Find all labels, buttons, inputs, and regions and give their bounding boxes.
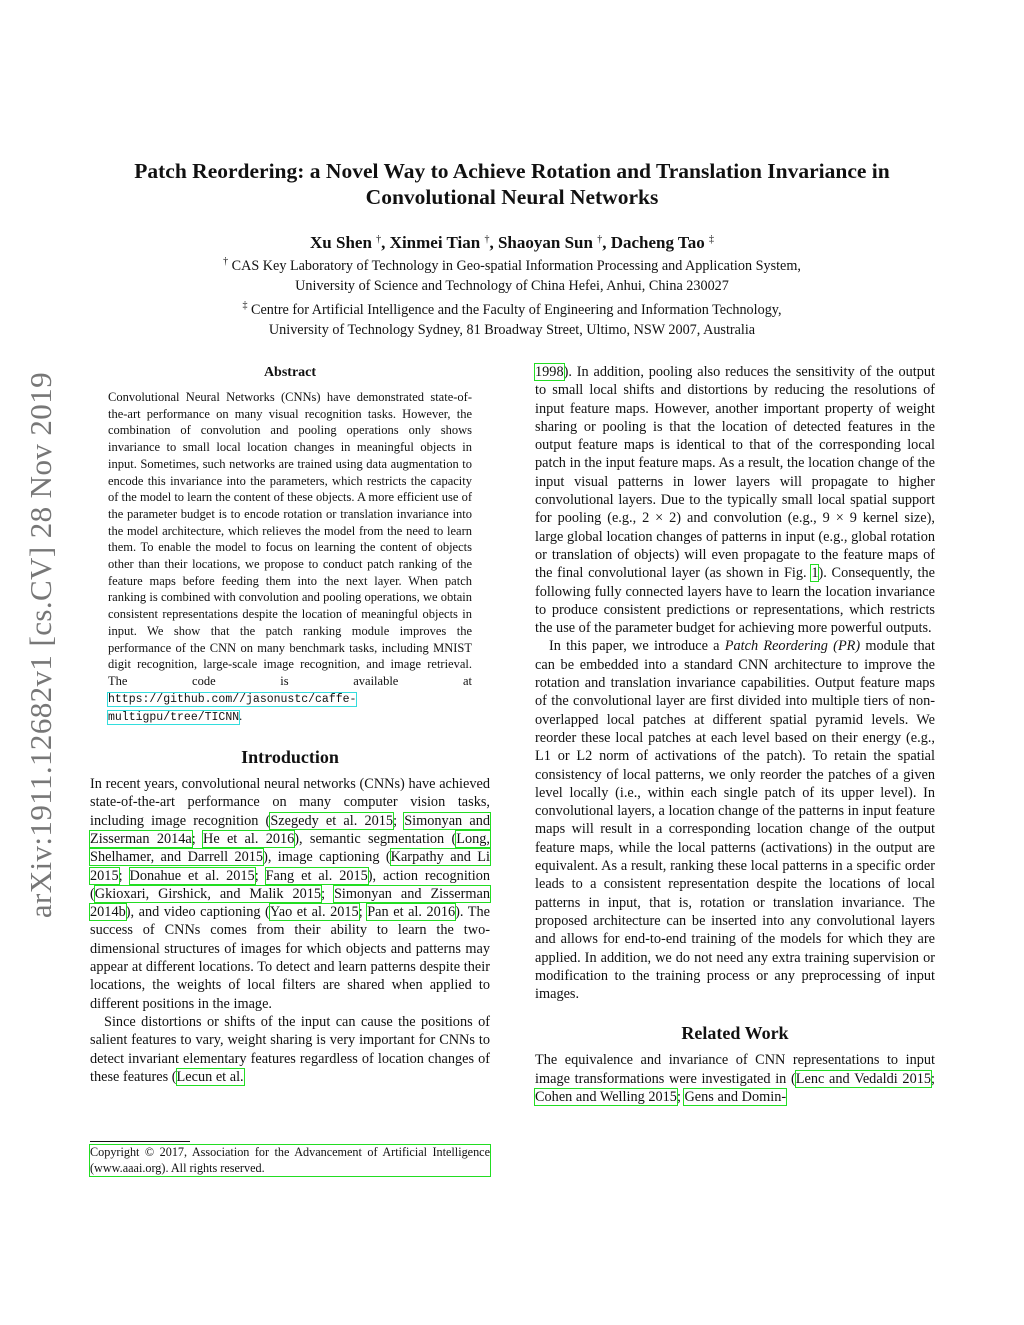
citation-link[interactable]: 1 <box>811 565 819 582</box>
body-text-run: ), image captioning ( <box>263 849 391 866</box>
citation-link[interactable]: Lecun et al. <box>176 1068 244 1085</box>
body-text-run: ; <box>118 867 130 884</box>
citation-link[interactable]: Gens and Domin- <box>684 1088 787 1105</box>
citation-link[interactable]: Fang et al. 2015 <box>265 867 368 884</box>
abstract-end: . <box>239 709 243 724</box>
body-text-run: ; <box>191 830 204 847</box>
affiliations <box>80 252 944 340</box>
author-name: Xu Shen <box>310 233 372 252</box>
paragraph <box>535 637 935 1003</box>
section-heading-related-work: Related Work <box>681 1023 789 1044</box>
affiliation-line: University of Science and Technology of China Hefei, Anhui, China 230027 <box>295 277 729 294</box>
section-heading-introduction: Introduction <box>241 747 339 768</box>
body-text-run: ; <box>358 904 368 921</box>
introduction-body-continued <box>535 363 935 1003</box>
citation-link[interactable]: Szegedy et al. 2015 <box>270 812 394 829</box>
affiliation-line: University of Technology Sydney, 81 Broadway Street, Ultimo, NSW 2007, Australia <box>268 321 756 338</box>
body-text-run: In recent years, convolutional neural networks (CNNs) have achieved state-of-the-art performance on many computer vision tasks, including image recognition ( <box>90 776 490 829</box>
paragraph <box>90 775 490 1013</box>
citation-link[interactable]: 1998 <box>535 364 564 380</box>
body-text-run: ; <box>393 812 405 829</box>
body-text-run: ; <box>931 1070 936 1087</box>
body-text-run: In this paper, we introduce a <box>549 638 725 655</box>
abstract <box>108 363 472 727</box>
paragraph <box>90 1013 490 1086</box>
paragraph <box>535 363 935 637</box>
affiliation-line: CAS Key Laboratory of Technology in Geo-spatial Information Processing and Application System, <box>231 258 801 274</box>
body-text-run: module that can be embedded into a standard CNN architecture to improve the rotation and translation invariance capabilities. Output feature maps of the convolutional layer are first divided into multiple tiers of non-overlapped local patches at different spatial pyramid levels. We reorder these local patches at each level based on their energy (e.g., L1 or L2 norm of activations of the patch). To retain the spatial consistency of local patterns, we only reorder the patches of a given level locally (i.e., within each single patch of its upper level). In convolutional layers, a location change of the patterns in input feature maps will result in a corresponding location change of the output feature maps, while the local patterns (activations) in the output are equivalent. As a result, ranking these local patterns in a specific order leads to a consistent representation despite the locations of local patterns in input, that is, rotation or translation invariance. The proposed architecture can be inserted into any convolutional layers and allows for end-to-end training of the models for which they are applied. In addition, we do not need any extra training supervision or modification to the training process or any preprocessing of input images. <box>535 638 935 1003</box>
author-list: Xu Shen †, Xinmei Tian †, Shaoyan Sun †, Dacheng Tao ‡ <box>310 233 714 252</box>
footnote-rule <box>90 1141 190 1142</box>
affiliation-2 <box>80 296 944 321</box>
body-text-run: ; <box>676 1088 685 1105</box>
body-text-run: ; <box>321 885 334 902</box>
left-column <box>90 363 490 1086</box>
citation-link[interactable]: Long, Shelhamer, and Darrell 2015 <box>90 830 491 866</box>
related-work-body <box>535 1051 935 1106</box>
affiliation-1 <box>80 252 944 277</box>
code-link[interactable]: https://github.com//jasonustc/caffe-multigpu/tree/TICNN <box>108 692 357 725</box>
citation-link[interactable]: Simonyan and Zisserman 2014b <box>90 885 490 921</box>
paper-title: Patch Reordering: a Novel Way to Achieve Rotation and Translation Invariance in Convolutional Neural Networks <box>134 159 890 209</box>
emphasized-text: Patch Reordering (PR) <box>724 638 861 655</box>
body-text-run: ), action recognition ( <box>90 867 491 902</box>
arxiv-id-text: arXiv:1911.12682v1 [cs.CV] 28 Nov 2019 <box>23 371 58 919</box>
citation-link[interactable]: Cohen and Welling 2015 <box>535 1088 677 1105</box>
author-mark: ‡ <box>708 234 714 245</box>
affiliation-mark: ‡ <box>242 300 248 311</box>
affiliation-mark: † <box>223 256 229 267</box>
paragraph <box>535 1051 935 1106</box>
body-text-run: ), and video captioning ( <box>125 904 270 921</box>
author-name: Xinmei Tian <box>389 233 481 252</box>
affiliation-line: Centre for Artificial Intelligence and the Faculty of Engineering and Information Technology, <box>251 302 782 318</box>
author-name: Dacheng Tao <box>610 233 705 252</box>
body-text-run: Since distortions or shifts of the input can cause the positions of salient features to vary, weight sharing is very important for CNNs to detect invariant elementary features regardless of location changes of these features ( <box>90 1013 490 1085</box>
body-text-run: ). The success of CNNs comes from their ability to learn the two-dimensional structures of images for which objects and patterns may appear at different locations. To detect and learn patterns despite their locations, the weights of local filters are shared when applied to different positions in the image. <box>90 904 490 1012</box>
introduction-body <box>90 775 490 1086</box>
body-text-run: ; <box>254 867 266 884</box>
author-mark: † <box>484 234 490 245</box>
right-column <box>535 363 935 1106</box>
citation-link[interactable]: Karpathy and Li 2015 <box>90 849 490 884</box>
body-text-run: The equivalence and invariance of CNN representations to input image transformations were investigated in ( <box>535 1052 935 1087</box>
body-text-run: ). Consequently, the following fully connected layers have to learn the location invariance to produce consistent predictions or representations, which restricts the use of the parameter budget for achieving more powerful outputs. <box>535 565 935 637</box>
citation-link[interactable]: Lenc and Vedaldi 2015 <box>795 1070 932 1087</box>
abstract-heading: Abstract <box>263 365 317 380</box>
citation-link[interactable]: Pan et al. 2016 <box>367 904 456 921</box>
body-text-run: ). In addition, pooling also reduces the sensitivity of the output to small local shifts and distortions by reducing the resolutions of input feature maps. However, another important property of weight sharing or pooling is that the location of detected features in the output feature maps is identical to that of the corresponding local patch in the input feature maps. As a result, the location change of the input visual patterns in lower layers will propagate to higher convolutional layers. Due to the typically small local spatial support for pooling (e.g., 2 × 2) and convolution (e.g., 9 × 9 kernel size), large global location changes of patterns in input (e.g., global rotation or translation of objects) will even propagate to the feature maps of the final convolutional layer (as shown in Fig. <box>535 364 935 582</box>
author-mark: † <box>376 234 382 245</box>
author-mark: † <box>597 234 603 245</box>
citation-link[interactable]: He et al. 2016 <box>203 830 295 847</box>
abstract-body: Convolutional Neural Networks (CNNs) have demonstrated state-of-the-art performance on many visual recognition tasks. However, the combination of convolution and pooling operations only shows invariance to small local location changes in meaningful objects in input. Sometimes, such networks are trained using data augmentation to encode this invariance into the parameters, which restricts the capacity of the model to learn the content of these objects. A more efficient use of the parameter budget is to encode rotation or translation invariance into the model architecture, which relieves the model from the need to learn them. To enable the model to focus on learning the content of objects other than their locations, we propose to conduct patch ranking of the feature maps before feeding them into the next layer. When patch ranking is combined with convolution and pooling operations, we obtain consistent representations despite the location of meaningful objects in input. We show that the patch ranking module improves the performance of the CNN on many benchmark tasks, including MNIST digit recognition, large-scale image recognition, and image retrieval. The code is available at <box>108 390 472 688</box>
citation-link[interactable]: Gkioxari, Girshick, and Malik 2015 <box>94 885 322 902</box>
body-text-run: ), semantic segmentation ( <box>294 830 457 847</box>
citation-link[interactable]: Yao et al. 2015 <box>269 904 359 921</box>
arxiv-identifier <box>18 345 64 945</box>
copyright-footnote <box>90 1145 490 1176</box>
copyright-text[interactable]: Copyright © 2017, Association for the Advancement of Artificial Intelligence (www.aaai.org). All rights reserved. <box>90 1145 490 1175</box>
citation-link[interactable]: Donahue et al. 2015 <box>129 867 255 884</box>
author-name: Shaoyan Sun <box>497 233 593 252</box>
citation-link[interactable]: Simonyan and Zisserman 2014a <box>90 812 490 847</box>
abstract-text <box>108 389 472 727</box>
